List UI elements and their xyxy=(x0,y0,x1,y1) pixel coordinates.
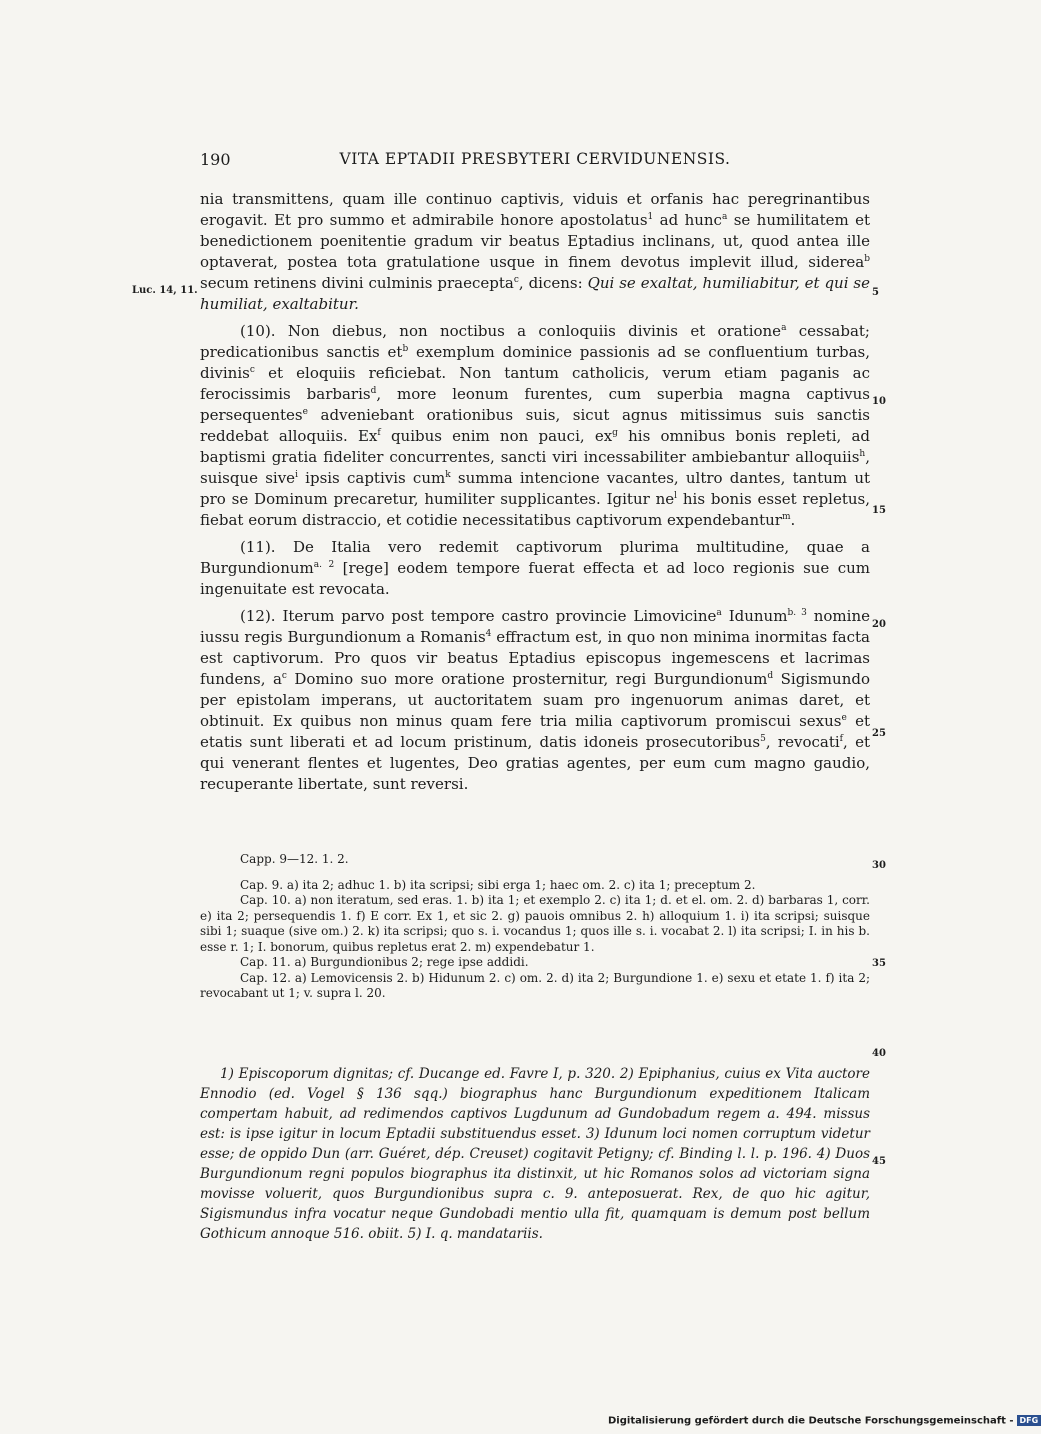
line-number: 25 xyxy=(872,728,886,739)
credit-text: Digitalisierung gefördert durch die Deutsche Forschungsgemeinschaft - xyxy=(608,1415,1014,1427)
apparatus-cap-11: Cap. 11. a) Burgundionibus 2; rege ipse addidi. xyxy=(240,955,529,969)
line-number: 35 xyxy=(872,958,886,969)
page-header xyxy=(200,150,870,174)
line-number: 10 xyxy=(872,396,886,407)
apparatus-cap-12: Cap. 12. a) Lemovicensis 2. b) Hidunum 2. c) om. 2. d) ita 2; Burgundione 1. e) sexu et etate 1. f) ita 2; revocabant ut 1; v. supra l. 20. xyxy=(200,970,870,1000)
line-number: 5 xyxy=(872,287,879,298)
footnotes-text: 1) Episcoporum dignitas; cf. Ducange ed. Favre I, p. 320. 2) Epiphanius, cuius ex Vita auctore Ennodio (ed. Vogel § 136 sqq.) biographus hanc Burgundionum expeditionem Italicam compertam habuit, ad redimendos captivos Lugdunum ad Gundobadum regem a. 494. missus est: is ipse igitur in locum Eptadii substituendus esset. 3) Idunum loci nomen corruptum videtur esse; de oppido Dun (arr. Guéret, dép. Creuset) cogitavit Petigny; cf. Binding l. l. p. 196. 4) Duos Burgundionum regni populos biographus ita distinxit, ut hic Romanos solos ad victoriam signa movisse voluerit, quos Burgundionibus supra c. 9. anteposuerat. Rex, de quo hic agitur, Sigismundus infra vocatur neque Gundobadi mentio ulla fit, quamquam is demum post bellum Gothicum annoque 516. obiit. 5) I. q. mandatariis. xyxy=(200,1066,870,1242)
paragraph-chapter-10: (10). Non diebus, non noctibus a conloquiis divinis et oratione$^a$ cessabat; predicationibus sanctis $et^b$ exemplum dominice passionis ad se confluentium turbas, divinis$^c$ et eloquiis reficiebat. Non tantum catholicis, verum etiam paganis ac ferocissimis barbaris$^d$, more leonum furentes, cum superbia magna captivus persequentes$^e$ adveniebant orationibus suis, sicut agnus mitissimus suis sanctis reddebat alloquiis. Ex$^f$ quibus enim non pauci, $ex^g$ his omnibus bonis repleti, ad baptismi gratia fideliter concurrentes, sancti viri incessabiliter ambiebantur alloquiis$^h$, suisque sive$^i$ ipsis captivis cum$^k$ summa intencione vacantes, ultro dantes, tantum ut pro se Dominum precaretur, humiliter supplicantes. Igitur $ne^l$ his bonis esset repletus, fiebat eorum distraccio, et cotidie necessitatibus captivorum expendebantur$^m$. xyxy=(200,322,871,529)
running-title: VITA EPTADII PRESBYTERI CERVIDUNENSIS. xyxy=(339,150,731,168)
page-number: 190 xyxy=(200,150,231,169)
footnotes xyxy=(200,1064,870,1244)
critical-apparatus xyxy=(200,852,870,1002)
line-number: 30 xyxy=(872,860,886,871)
apparatus-cap-10: Cap. 10. a) non iteratum, sed eras. 1. b) ita 1; et exemplo 2. c) ita 1; d. et el. om. 2. d) barbaras 1, corr. e) ita 2; persequendis 1. f) E corr. Ex 1, et sic 2. g) pauois omnibus 2. h) alloquium 1. i) ita scripsi; suisque sibi 1; suaque (sive om.) 2. k) ita scripsi; quo s. i. vocandus 1; quos ille s. i. vocabat 2. l) ita scripsi; I. in his b. esse r. 1; I. bonorum, quibus repletus erat 2. m) expendebatur 1. xyxy=(200,893,870,954)
line-number: 15 xyxy=(872,505,886,516)
paragraph-chapter-12: (12). Iterum parvo post tempore castro provincie Limovicine$^a$ Idunum$^{b. 3}$ nomine iussu regis Burgundionum a Romanis$^4$ effractum est, in quo non minima inormitas facta est captivorum. Pro quos vir beatus Eptadius episcopus ingemescens et lacrimas fundens, $a^c$ Domino suo more oratione prosternitur, regi Burgundionum$^d$ Sigismundo per epistolam imperans, ut auctoritatem suam pro ingenuorum animas daret, et obtinuit. Ex quibus non minus quam fere tria milia captivorum promiscui sexus$^e$ et etatis sunt liberati et ad locum pristinum, datis idoneis prosecutoribus$^5$, revocati$^f$, et qui venerant flentes et lugentes, Deo gratias agentes, per eum cum magno gaudio, recuperante libertate, sunt reversi. xyxy=(200,607,870,793)
dfg-logo-icon: DFG xyxy=(1017,1415,1041,1426)
margin-scripture-reference: Luc. 14, 11. xyxy=(132,285,198,296)
line-number: 20 xyxy=(872,619,886,630)
digitization-credit xyxy=(608,1415,1041,1427)
paragraph-chapter-9-end: nia transmittens, quam ille continuo captivis, viduis et orfanis hac peregrinantibus erogavit. Et pro summo et admirabile honore apostolatus$^1$ ad hunc$^a$ se humilitatem et benedictionem poenitentie gradum vir beatus Eptadius inclinans, ut, quod antea ille optaverat, postea tota gratulatione usque in finem devotus implevit illud, siderea$^b$ secum retinens divini culminis praecepta$^c$, dicens: Qui se exaltat, humiliabitur, et qui se humiliat, exaltabitur. xyxy=(200,190,871,313)
scripture-quote: Qui se exaltat, humiliabitur, et qui se humiliat, exaltabitur. xyxy=(200,274,870,313)
main-text xyxy=(200,189,870,795)
apparatus-manuscripts: Capp. 9—12. 1. 2. xyxy=(240,852,349,866)
line-number: 45 xyxy=(872,1156,886,1167)
apparatus-cap-9: Cap. 9. a) ita 2; adhuc 1. b) ita scripsi; sibi erga 1; haec om. 2. c) ita 1; preceptum 2. xyxy=(240,877,756,892)
paragraph-chapter-11: (11). De Italia vero redemit captivorum plurima multitudine, quae a Burgundionum$^{a. 2}$ [rege] eodem tempore fuerat effecta et ad loco regionis sue cum ingenuitate est revocata. xyxy=(200,538,870,598)
line-number: 40 xyxy=(872,1048,886,1059)
